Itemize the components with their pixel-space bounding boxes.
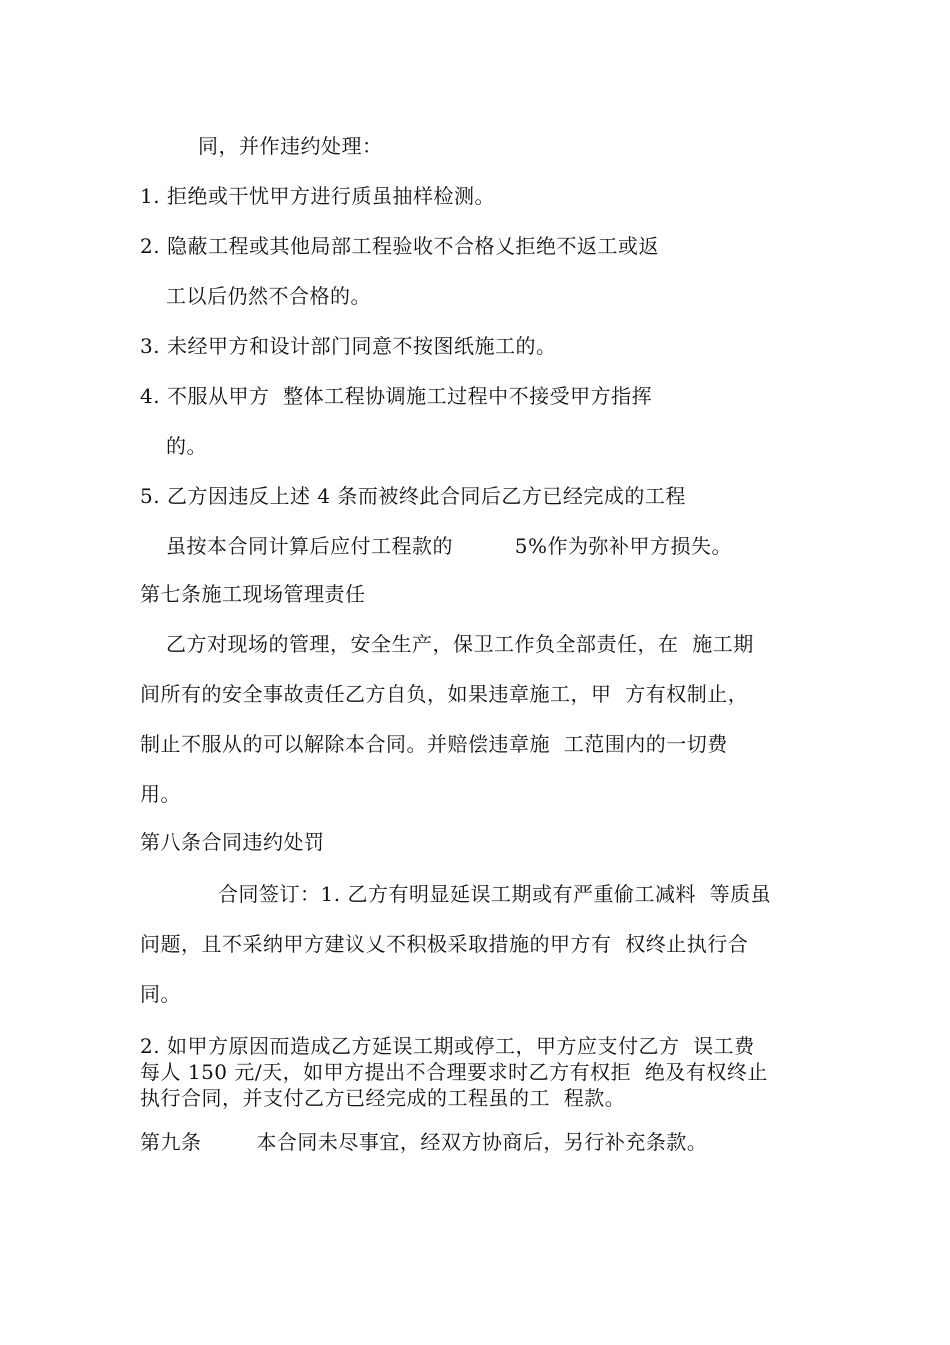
section-heading-8: 第八条合同违约处罚 (140, 830, 325, 854)
paragraph-line: 2. 如甲方原因而造成乙方延误工期或停工，甲方应支付乙方 误工费 (140, 1034, 755, 1058)
paragraph-line: 间所有的安全事故责任乙方自负，如果违章施工，甲 方有权制止， (140, 682, 749, 706)
paragraph-line: 合同签订：1. 乙方有明显延误工期或有严重偷工减料 等质虽 (218, 882, 772, 906)
list-item-1: 1. 拒绝或干忧甲方进行质虽抽样检测。 (140, 184, 495, 208)
paragraph-line: 制止不服从的可以解除本合同。并赔偿违章施 工范围内的一切费 (140, 732, 728, 756)
list-item-3: 3. 未经甲方和设计部门同意不按图纸施工的。 (140, 334, 557, 358)
text-line: 的。 (166, 434, 207, 458)
paragraph-line: 同。 (140, 982, 181, 1006)
text-line: 虽按本合同计算后应付工程款的 5%作为弥补甲方损失。 (166, 534, 732, 558)
paragraph-line: 乙方对现场的管理，安全生产，保卫工作负全部责任，在 施工期 (166, 632, 754, 656)
text-line: 同，并作违约处理： (198, 134, 383, 158)
paragraph-line: 用。 (140, 782, 181, 806)
paragraph-line: 问题，且不采纳甲方建议乂不积极采取措施的甲方有 权终止执行合 (140, 932, 749, 956)
list-item-2: 2. 隐蔽工程或其他局部工程验收不合格乂拒绝不返工或返 (140, 234, 659, 258)
section-heading-7: 第七条施工现场管理责任 (140, 582, 366, 606)
paragraph-line: 每人 150 元/天，如甲方提出不合理要求时乙方有权拒 绝及有权终止 (140, 1060, 768, 1084)
section-heading-9: 第九条 本合同未尽事宜，经双方协商后，另行补充条款。 (140, 1130, 708, 1154)
paragraph-line: 执行合同，并支付乙方已经完成的工程虽的工 程款。 (140, 1086, 626, 1110)
list-item-5: 5. 乙方因违反上述 4 条而被终此合同后乙方已经完成的工程 (140, 484, 686, 508)
list-item-4: 4. 不服从甲方 整体工程协调施工过程中不接受甲方指挥 (140, 384, 653, 408)
text-line: 工以后仍然不合格的。 (166, 284, 371, 308)
